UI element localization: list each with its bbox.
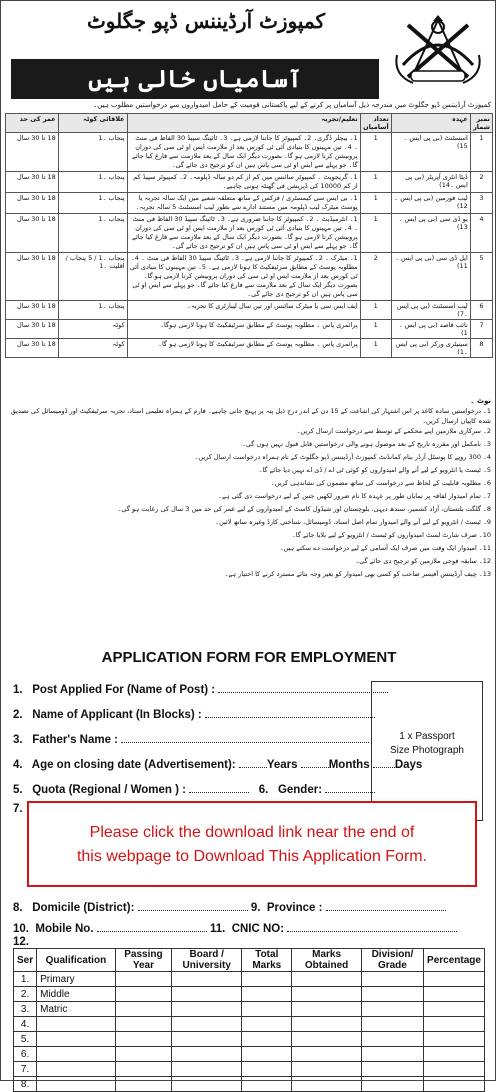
qualification-row	[14, 972, 485, 987]
col-domicile: علاقائی کوٹہ	[58, 114, 127, 133]
organization-title: کمپوزٹ آرڈیننس ڈپو جگلوٹ	[86, 9, 326, 33]
qual-entry-cell[interactable]	[424, 987, 485, 1002]
posts-cell-post: لیب فورمین (بی پی ایس ۔12)	[391, 193, 470, 214]
note-item: 12۔ سابقہ فوجی ملازمین کو ترجیح دی جائے گی۔	[355, 557, 491, 565]
mobile-input[interactable]	[97, 922, 207, 932]
province-input[interactable]	[326, 901, 446, 911]
qual-entry-cell[interactable]	[115, 1047, 172, 1062]
qual-ser: 5.	[14, 1032, 37, 1047]
qual-name: Middle	[37, 987, 116, 1002]
qual-ser: 3.	[14, 1002, 37, 1017]
posts-table-row	[6, 339, 493, 358]
posts-table-row	[6, 320, 493, 339]
field-mobile-cnic: 10. Mobile No. 11. CNIC NO:	[13, 922, 457, 935]
col-post: عہدہ	[391, 114, 470, 133]
qual-entry-cell[interactable]	[361, 1017, 423, 1032]
note-item: 6۔ مطلوبہ قابلیت کے لحاظ سے درخواست کی ساتھ مضمون کی نشاندہی کریں۔	[270, 479, 491, 487]
qual-ser: 6.	[14, 1047, 37, 1062]
posts-cell-ser: 7	[470, 320, 492, 339]
qual-entry-cell[interactable]	[242, 1032, 292, 1047]
posts-cell-qual: 1۔ انٹرمیڈیٹ ۔ 2۔ کمپیوٹر کا جاننا ضروری ہے۔ 3۔ ٹائپنگ سپیڈ 30 الفاظ فی منٹ ۔ 4۔ تین مہینوں کا بنیادی آئی ٹی کورس بعد از ملازمت ایس او ٹی سی کی دوران پروبیشن کرنا لازمی ہو گا۔ بصورت دیگر ایک سال کے بعد ملازمت سے فارغ کیا جائے گا۔ جو پہلے سے ایس او ٹی سی پاس ہیں ان کو ترجیح دی جائے گی۔	[127, 214, 360, 253]
field-applicant-name: 2. Name of Applicant (In Blocks) :	[13, 708, 375, 721]
download-notice[interactable]: Please click the download link near the end of this webpage to Download This Application Form.	[27, 801, 477, 887]
note-item: 7۔ تمام امیدوار لفافہ پر نمایاں طور پر عہدہ کا نام ضرور لکھیں جس کے لیے درخواست دی گئی ہے۔	[218, 492, 491, 500]
qual-ser: 4.	[14, 1017, 37, 1032]
qual-entry-cell[interactable]	[242, 1002, 292, 1017]
posts-table-row	[6, 172, 493, 193]
qualification-row	[14, 1077, 485, 1092]
cnic-input[interactable]	[287, 922, 457, 932]
posts-cell-domicile: پنجاب ۔1	[58, 193, 127, 214]
post-applied-input[interactable]	[218, 683, 388, 693]
qual-entry-cell[interactable]	[172, 1062, 242, 1077]
qual-entry-cell[interactable]	[292, 1032, 361, 1047]
note-item: 8۔ گلگت بلتستان، آزاد کشمیر، سندھ دیہی، بلوچستان اور شیڈول کاسٹ کے امیدواروں کے لیے عمر کی حد میں 3 سال کی رعایت ہو گی۔	[117, 505, 491, 513]
qualification-row	[14, 1017, 485, 1032]
field-quota: 5. Quota (Regional / Women ) : 6. Gender:	[13, 783, 375, 796]
passport-photo-box: 1 x Passport Size Photograph	[371, 681, 483, 821]
posts-cell-post: ایل ڈی سی (بی پی ایس ۔11)	[391, 253, 470, 301]
posts-cell-age: 18 تا 30 سال	[6, 193, 59, 214]
qual-entry-cell[interactable]	[292, 1002, 361, 1017]
qual-entry-cell[interactable]	[292, 987, 361, 1002]
qual-entry-cell[interactable]	[424, 972, 485, 987]
posts-cell-ser: 6	[470, 301, 492, 320]
posts-cell-domicile: کوٹہ	[58, 339, 127, 358]
qualification-row	[14, 1047, 485, 1062]
note-item: 10۔ صرف شارٹ لسٹ امیدواروں کو ٹیسٹ / انٹرویو کے لیے بلایا جائے گا۔	[292, 531, 491, 539]
field-address: 7.	[13, 803, 23, 815]
field-father-name: 3. Father's Name :	[13, 733, 369, 746]
col-ser: نمبر شمار	[470, 114, 492, 133]
posts-cell-age: 18 تا 30 سال	[6, 253, 59, 301]
posts-cell-no: 1	[360, 320, 391, 339]
posts-cell-no: 1	[360, 214, 391, 253]
posts-cell-post: ڈیٹا انٹری آپریٹر (بی پی ایس ۔14)	[391, 172, 470, 193]
note-item: 4۔ 300 روپے کا پوسٹل آرڈر بنام کمانڈنٹ کمپوزٹ آرڈیننس ڈپو جگلوٹ کے نام ہمراہ درخواست ارسال کریں۔	[194, 453, 491, 461]
qual-entry-cell[interactable]	[292, 1077, 361, 1092]
qual-name	[37, 1017, 116, 1032]
note-item: 9۔ ٹیسٹ / انٹرویو کے لیے آنے والے امیدوار تمام اصل اسناد، ڈومیسائل، شناختی کارڈ وغیرہ ساتھ لائیں۔	[215, 518, 491, 526]
intro-text: کمپوزٹ آرڈیننس ڈپو جگلوٹ میں مندرجہ ذیل آسامیاں پر کرنے کے لیے پاکستانی قومیت کے حامل امیدواروں سے درخواستیں مطلوب ہیں۔	[93, 101, 491, 109]
posts-table	[5, 113, 493, 358]
posts-cell-qual: 1۔ بی ایس سی کیمسٹری / فزکس کے ساتھ متعلقہ شعبے میں ایک سالہ تجربہ یا پوسٹ میٹرک لیب ڈپلومہ میں مستند ادارے سے بطور لیب اسسٹنٹ 5 سالہ تجربہ۔	[127, 193, 360, 214]
qual-entry-cell[interactable]	[292, 972, 361, 987]
qual-ser: 2.	[14, 987, 37, 1002]
posts-cell-ser: 8	[470, 339, 492, 358]
qual-name	[37, 1047, 116, 1062]
qual-entry-cell[interactable]	[115, 1077, 172, 1092]
form-title: APPLICATION FORM FOR EMPLOYMENT	[101, 649, 397, 666]
qual-entry-cell[interactable]	[292, 1047, 361, 1062]
qual-entry-cell[interactable]	[424, 1002, 485, 1017]
qual-entry-cell[interactable]	[361, 987, 423, 1002]
posts-table-row	[6, 301, 493, 320]
posts-cell-age: 18 تا 30 سال	[6, 301, 59, 320]
posts-table-row	[6, 214, 493, 253]
posts-table-header	[6, 114, 493, 133]
field-post-applied: 1. Post Applied For (Name of Post) :	[13, 683, 388, 696]
qual-entry-cell[interactable]	[172, 1002, 242, 1017]
qualification-table-header: Ser Qualification Passing Year Board / University Total Marks Marks Obtained Division/ Grade Percentage	[14, 949, 485, 972]
posts-cell-domicile: پنجاب ۔1	[58, 301, 127, 320]
posts-table-row	[6, 133, 493, 172]
note-item: 13۔ چیف آرڈیننس آفیسر صاحب کو کسی بھی امیدوار کو بغیر وجہ بتائے مسترد کرنے کا اختیار ہے۔	[224, 570, 491, 578]
note-item: 3۔ نامکمل اور مقررہ تاریخ کے بعد موصول ہونے والی درخواستیں قابل قبول نہیں ہوں گی۔	[242, 440, 491, 448]
qual-entry-cell[interactable]	[115, 1032, 172, 1047]
qual-entry-cell[interactable]	[361, 972, 423, 987]
qualification-row	[14, 1032, 485, 1047]
posts-cell-qual: ایف ایس سی یا میٹرک سائنس اور تین سال لیبارٹری کا تجربہ۔	[127, 301, 360, 320]
posts-cell-age: 18 تا 30 سال	[6, 214, 59, 253]
qual-entry-cell[interactable]	[361, 1077, 423, 1092]
qual-name	[37, 1032, 116, 1047]
qual-ser: 7.	[14, 1062, 37, 1077]
posts-cell-ser: 4	[470, 214, 492, 253]
posts-cell-age: 18 تا 30 سال	[6, 133, 59, 172]
posts-cell-post: یو ڈی سی (بی پی ایس ۔13)	[391, 214, 470, 253]
qual-entry-cell[interactable]	[361, 1047, 423, 1062]
qualification-row	[14, 987, 485, 1002]
qualification-table	[13, 948, 485, 1092]
quota-input[interactable]	[189, 783, 249, 793]
vacancy-banner: آسامیاں خالی ہیں	[11, 59, 379, 99]
posts-cell-qual: 1۔ گریجویٹ ۔ کمپیوٹر سائنس میں کم از کم دو سالہ ڈپلومہ۔ 2۔ کمپیوٹر سپیڈ کم از کم 10000 کی ڈپریشن فی گھنٹہ ہونی چاہیے۔	[127, 172, 360, 193]
note-item: 11۔ امیدوار ایک وقت میں صرف ایک آسامی کے لیے درخواست دے سکتے ہیں۔	[279, 544, 491, 552]
applicant-name-input[interactable]	[205, 708, 375, 718]
notes-heading: نوٹ ۔	[470, 397, 491, 405]
qual-ser: 8.	[14, 1077, 37, 1092]
posts-cell-qual: پرائمری پاس ۔ مطلوبہ پوسٹ کے مطابق سرٹیفکیٹ کا ہونا لازمی ہوگا۔	[127, 320, 360, 339]
qual-entry-cell[interactable]	[115, 1002, 172, 1017]
posts-table-row	[6, 253, 493, 301]
col-qualification: تعلیم/تجربہ	[127, 114, 360, 133]
posts-cell-qual: پرائمری پاس ۔ مطلوبہ پوسٹ کے مطابق سرٹیفکیٹ کا ہونا لازمی ہو گا۔	[127, 339, 360, 358]
qual-name: Primary	[37, 972, 116, 987]
col-age: عمر کی حد	[6, 114, 59, 133]
age-months-input[interactable]	[301, 758, 329, 768]
qual-name	[37, 1062, 116, 1077]
posts-cell-qual: 1۔ میٹرک ۔ 2۔ کمپیوٹر کا جاننا لازمی ہے۔ 3۔ ٹائپنگ سپیڈ 30 الفاظ فی منٹ ۔ 4۔ مطلوبہ پوسٹ کے مطابق سرٹیفکیٹ کا ہونا لازمی ہے۔ 5۔ تین مہینوں کا بنیادی آئی ٹی کورس بعد از ملازمت ایس او ٹی سی کی دوران پروبیشن کرنا لازمی ہو گا۔ بصورت دیگر ایک سال کے بعد ملازمت سے فارغ کیا جائے گا۔ جو پہلے سے ایس او ٹی سی پاس ہیں ان کو ترجیح دی جائے گی۔	[127, 253, 360, 301]
qual-entry-cell[interactable]	[292, 1017, 361, 1032]
posts-cell-post: لیب اسسٹنٹ (بی پی ایس ۔7)	[391, 301, 470, 320]
qual-entry-cell[interactable]	[361, 1032, 423, 1047]
qualification-row	[14, 1002, 485, 1017]
age-years-input[interactable]	[239, 758, 267, 768]
qual-entry-cell[interactable]	[115, 972, 172, 987]
notes-list	[9, 406, 491, 582]
qual-entry-cell[interactable]	[115, 1062, 172, 1077]
qual-entry-cell[interactable]	[242, 972, 292, 987]
posts-cell-age: 18 تا 30 سال	[6, 320, 59, 339]
field-twelve: 12.	[13, 936, 29, 948]
army-emblem-icon	[383, 5, 493, 91]
qual-entry-cell[interactable]	[242, 1047, 292, 1062]
posts-cell-age: 18 تا 30 سال	[6, 172, 59, 193]
field-domicile-province: 8. Domicile (District): 9. Province :	[13, 901, 446, 914]
posts-cell-ser: 3	[470, 193, 492, 214]
note-item: 5۔ ٹیسٹ یا انٹرویو کے لیے آنے والے امیدواروں کو کوئی ٹی اے / ڈی اے نہیں دیا جائے گا۔	[258, 466, 491, 474]
qual-entry-cell[interactable]	[242, 1017, 292, 1032]
domicile-input[interactable]	[138, 901, 248, 911]
qual-entry-cell[interactable]	[424, 1047, 485, 1062]
qual-entry-cell[interactable]	[242, 987, 292, 1002]
qual-entry-cell[interactable]	[172, 1017, 242, 1032]
posts-cell-no: 2	[360, 253, 391, 301]
posts-cell-domicile: پنجاب ۔1	[58, 172, 127, 193]
note-item: 2۔ سرکاری ملازمین اپنے محکمے کے توسط سے درخواست ارسال کریں۔	[296, 427, 491, 435]
father-name-input[interactable]	[121, 733, 369, 743]
posts-cell-no: 1	[360, 172, 391, 193]
gender-input[interactable]	[325, 783, 375, 793]
qual-ser: 1.	[14, 972, 37, 987]
qual-entry-cell[interactable]	[424, 1062, 485, 1077]
posts-cell-qual: 1۔ بیچلر ڈگری۔ 2۔ کمپیوٹر کا جاننا لازمی ہے۔ 3۔ ٹائپنگ سپیڈ 30 الفاظ فی منٹ ۔ 4۔ تین مہینوں کا بنیادی آئی ٹی کورس بعد از ملازمت ایس او ٹی سی کی دوران پروبیشن کرنا لازمی ہو گا۔ بصورت دیگر ایک سال کے بعد ملازمت سے فارغ کیا جائے گا۔ جو پہلے سے ایس او ٹی سی پاس ہیں ان کو ترجیح دی جائے گی۔	[127, 133, 360, 172]
qual-entry-cell[interactable]	[361, 1002, 423, 1017]
posts-cell-post: نائب قاصد (بی پی ایس ۔1)	[391, 320, 470, 339]
posts-cell-ser: 5	[470, 253, 492, 301]
qual-entry-cell[interactable]	[172, 972, 242, 987]
posts-cell-post: سینیٹری ورکر (بی پی ایس ۔1)	[391, 339, 470, 358]
qual-name: Matric	[37, 1002, 116, 1017]
note-item: 1۔ درخواستیں سادہ کاغذ پر اس اشتہار کی اشاعت کے 15 دن کے اندر درج ذیل پتہ پر پہنچ جانی چاہیے۔ فارم کے ہمراہ تعلیمی اسناد، تجربہ سرٹیفکیٹ اور ڈومیسائل کی تصدیق شدہ کاپیاں ارسال کریں۔	[10, 407, 491, 425]
posts-cell-ser: 1	[470, 133, 492, 172]
posts-cell-domicile: پنجاب ۔1	[58, 214, 127, 253]
qual-entry-cell[interactable]	[361, 1062, 423, 1077]
qual-entry-cell[interactable]	[424, 1032, 485, 1047]
qual-entry-cell[interactable]	[115, 1017, 172, 1032]
posts-cell-no: 1	[360, 301, 391, 320]
posts-cell-domicile: پنجاب ۔1 / 5 پنجاب / اقلیت ۔1	[58, 253, 127, 301]
posts-cell-age: 18 تا 30 سال	[6, 339, 59, 358]
qualification-row	[14, 1062, 485, 1077]
qual-entry-cell[interactable]	[292, 1062, 361, 1077]
qual-entry-cell[interactable]	[242, 1077, 292, 1092]
qual-entry-cell[interactable]	[172, 987, 242, 1002]
qual-entry-cell[interactable]	[115, 987, 172, 1002]
qual-entry-cell[interactable]	[172, 1047, 242, 1062]
qual-entry-cell[interactable]	[172, 1077, 242, 1092]
qual-name	[37, 1077, 116, 1092]
qual-entry-cell[interactable]	[242, 1062, 292, 1077]
posts-cell-no: 1	[360, 133, 391, 172]
qual-entry-cell[interactable]	[172, 1032, 242, 1047]
posts-cell-no: 1	[360, 339, 391, 358]
posts-cell-domicile: پنجاب ۔1	[58, 133, 127, 172]
field-age: 4. Age on closing date (Advertisement): Years Months Days	[13, 759, 423, 771]
posts-cell-post: اسسٹنٹ (بی پی ایس ۔15)	[391, 133, 470, 172]
qual-entry-cell[interactable]	[424, 1077, 485, 1092]
posts-table-row	[6, 193, 493, 214]
posts-cell-ser: 2	[470, 172, 492, 193]
qual-entry-cell[interactable]	[424, 1017, 485, 1032]
posts-cell-domicile: کوٹہ	[58, 320, 127, 339]
posts-cell-no: 1	[360, 193, 391, 214]
col-vacancies: تعداد آسامیاں	[360, 114, 391, 133]
